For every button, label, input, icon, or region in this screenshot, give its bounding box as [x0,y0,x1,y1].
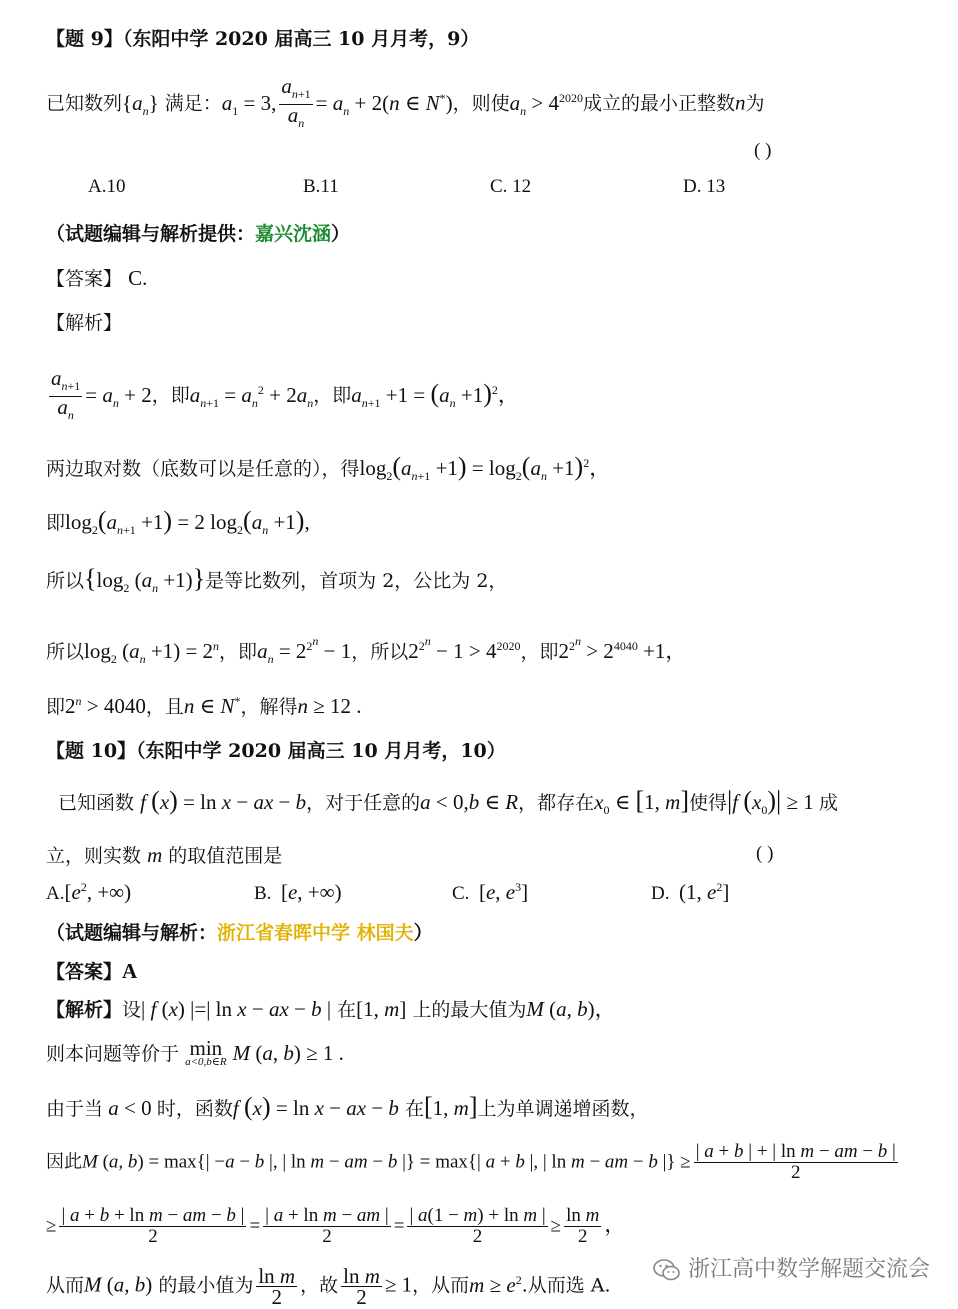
q10-provider [46,920,433,946]
watermark [652,1252,930,1283]
q10-option-d: D. (1, $e^2$] [651,880,730,904]
q10-analysis-1: 【解析】设| f (x) |=| ln x − ax − b | 在[1, m] 上的最大值为M (a, b)， [46,997,616,1021]
q9-option-a: A.10 [88,176,126,197]
q10-option-b-label: B. [254,883,272,904]
q9-step-1: $\frac{a_{n+1}}{a_n}$ = $a_n + 2$，即$a_{n+1} = a_n^2 + 2a_n$，即$a_{n+1} +1 = (a_n +1)^2$， [46,368,519,425]
q9-stem-text-e: 为 [745,92,765,115]
q10-option-c: C. [e, $e^3$] [452,880,529,904]
q10-stem-text-d: 使得 [689,792,728,814]
q10-analysis6-text-d: ，从而 [412,1274,470,1297]
q10-header [46,738,506,764]
q10-provider-name: 浙江省春晖中学 林国夫 [217,922,414,944]
q9-step1-fraction: $\frac{a_{n+1}}{a_n}$ [51,366,81,423]
q10-analysis6-text-a: 从而 [46,1274,85,1297]
q10-analysis1-text-a: 设 [122,999,142,1021]
q10-min-operator: min a<0,b∈R [185,1036,227,1068]
q9-step-2: 两边取对数（底数可以是任意的），得$\log_2(a_{n+1} +1) = \log_2(a_n +1)^2$， [46,452,611,484]
q9-step5-text-d: ，即 [520,641,559,663]
q9-answer-label: 【答案】 [46,268,123,290]
q10-analysis3-text-b: 时，函数 [156,1098,233,1120]
q10-analysis3-text-d: 上为单调递增函数， [477,1098,649,1120]
q9-answer-paren: ( ) [754,140,772,161]
q10-analysis1-text-b: 在 [337,999,357,1021]
q10-option-a-label: A. [46,883,65,904]
q9-provider [46,221,350,247]
q9-step4-text-a: 所以 [46,570,85,592]
q10-analysis4-fraction: $\frac{\text{| a + b | + | ln m − am − b |}}{2}$ [695,1141,896,1183]
q9-provider-prefix: （试题编辑与解析提供： [46,223,256,245]
q9-stem-text-c: ，则使 [452,92,510,115]
q9-answer-value: C. [128,266,148,290]
q9-stem-text-b: 满足： [164,92,222,115]
q10-analysis-2: 则本问题等价于 min a<0,b∈R M (a, b) ≥ 1 . [46,1036,344,1068]
q10-header-text: 【题 10】（东阳中学 2020 届高三 10 月月考，10） [46,740,506,762]
q10-analysis5-fraction-3: $\frac{\text{| a(1 − m) + ln m |}}{2}$ [409,1205,546,1247]
q9-answer [46,265,147,292]
q10-analysis6-fraction-1: $\frac{\text{ln m}}{2}$ [258,1264,296,1309]
q10-analysis6-text-e: .从而选 A. [521,1274,611,1297]
q10-analysis6-fraction-2: $\frac{\text{ln m}}{2}$ [343,1264,380,1309]
q10-analysis-3: 由于当 a < 0 时，函数f (x) = ln x − ax − b 在[1, m]上为单调递增函数， [46,1092,649,1121]
q10-analysis2-text: 则本问题等价于 [46,1043,180,1065]
wechat-icon [652,1257,682,1283]
q9-step5-text-b: ，即 [219,641,258,663]
q10-analysis-5: ≥ $\frac{\text{| a + b + ln m − am − b |}}{2}$ = $\frac{\text{| a + ln m − am |}}{2}$ = $\frac{\text{| a(1 − m) + ln m |}}{2}$ ≥ $\frac{\text{ln m}}{2}$ ， [46,1205,626,1247]
q9-stem: 已知数列$\{a_n\}$ 满足：$a_1 = 3$, $\frac{a_{n+1}}{a_n}$ = $a_n + 2(n$ ∈ N*)，则使$a_n > 4^{2020}$成立的最小正整数n为 [46,76,765,133]
q10-answer-paren: ( ) [756,843,774,864]
q9-step-5: 所以$\log_2 (a_n +1) = 2^n$，即$a_n = 2^{2^n} - 1$，所以$2^{2^n} - 1 > 4^{2020}$，即$2^{2^n} > 2^{4040} +1$， [46,634,687,667]
q10-analysis5-fraction-4: $\frac{\text{ln m}}{2}$ [566,1205,600,1247]
q9-step6-text-c: ，解得 [240,696,298,718]
q9-step4-text-b: 是等比数列，首项为 2，公比为 2， [205,570,508,592]
q10-analysis3-text-a: 由于当 [46,1098,104,1120]
q10-provider-prefix: （试题编辑与解析： [46,922,218,944]
q9-header [46,26,479,52]
q9-step-4: 所以{$\log_2$ $(a_n +1)$}是等比数列，首项为 2，公比为 2， [46,564,508,596]
q9-step5-text-a: 所以 [46,641,85,663]
q10-stem2-text-b: 的取值范围是 [168,845,283,867]
q9-provider-suffix: ） [331,223,351,245]
q9-step3-text: 即 [46,512,66,534]
q9-fraction: $\frac{a_{n+1}}{a_n}$ [281,74,311,131]
q10-stem-text-e: 成 [819,792,839,814]
q10-stem-text-a: 已知函数 [58,792,135,814]
q10-stem-text-c: ，都存在 [518,792,595,814]
q9-header-text: 【题 9】（东阳中学 2020 届高三 10 月月考，9） [46,28,480,50]
q10-stem-text-b: ，对于任意的 [306,792,421,814]
q9-step1-text-b: ，即 [313,384,352,407]
q9-step-6: 即$2^n > 4040$，且n ∈ N*，解得n ≥ 12 . [46,694,362,718]
q10-analysis5-fraction-2: $\frac{\text{| a + ln m − am |}}{2}$ [265,1205,389,1247]
q10-provider-suffix: ） [413,922,433,944]
q10-analysis-4: 因此M (a, b) = max{| −a − b |, | ln m − am − b |} = max{| a + b |, | ln m − am − b |} ≥ $\frac{\text{| a + b | + | ln m − am − b |}}{2}$ [46,1141,896,1183]
watermark-text: 浙江高中数学解题交流会 [687,1257,930,1282]
q9-stem-text-d: 成立的最小正整数 [583,92,736,115]
q9-step1-text-a: ，即 [151,384,190,407]
q10-answer [46,958,137,985]
q10-analysis6-text-b: 的最小值为 [158,1274,254,1297]
q9-step5-text-c: ，所以 [351,641,409,663]
q10-analysis-label: 【解析】 [46,999,123,1021]
q10-analysis3-text-c: 在 [404,1098,424,1120]
q10-analysis1-text-c: 上的最大值为 [412,999,527,1021]
q9-stem-text-a: 已知数列 [46,92,123,115]
q10-analysis-6: 从而M (a, b) 的最小值为 $\frac{\text{ln m}}{2}$ ，故 $\frac{\text{ln m}}{2}$ ≥ 1，从而$m \ge e^2$.从而选 A. [46,1264,611,1309]
q9-option-c: C. 12 [490,176,532,197]
q10-stem: 已知函数 f (x) = ln x − ax − b，对于任意的a < 0,b ∈ R，都存在$x_0$ ∈ [1, m]使得|f $(x_0)| \ge 1$ 成 [58,786,839,818]
q9-provider-name: 嘉兴沈涵 [255,223,332,245]
q10-analysis4-text: 因此 [46,1151,82,1173]
q9-step6-text-a: 即 [46,696,66,718]
q10-answer-label: 【答案】 [46,961,123,983]
q10-stem2-text-a: 立，则实数 [46,845,142,867]
q10-option-d-label: D. [651,883,670,904]
q9-option-b: B.11 [303,176,339,197]
q10-analysis6-text-c: ，故 [300,1274,339,1297]
q9-step6-text-b: ，且 [145,696,184,718]
q10-answer-value: A [122,959,138,983]
q10-option-a: $A.[e^2$, +∞) [46,880,132,904]
q9-step-3: 即$\log_2(a_{n+1} +1) = 2$ $\log_2(a_n +1)$, [46,506,310,538]
q10-stem-line2: 立，则实数 m 的取值范围是 [46,843,283,867]
q10-analysis5-fraction-1: $\frac{\text{| a + b + ln m − am − b |}}{2}$ [61,1205,245,1247]
q10-option-b: B. [e, +∞) [254,880,342,904]
q9-step2-text: 两边取对数（底数可以是任意的），得 [46,458,360,480]
q9-option-d: D. 13 [683,176,726,197]
q10-option-c-label: C. [452,883,470,904]
q9-analysis-label: 【解析】 [46,312,123,334]
